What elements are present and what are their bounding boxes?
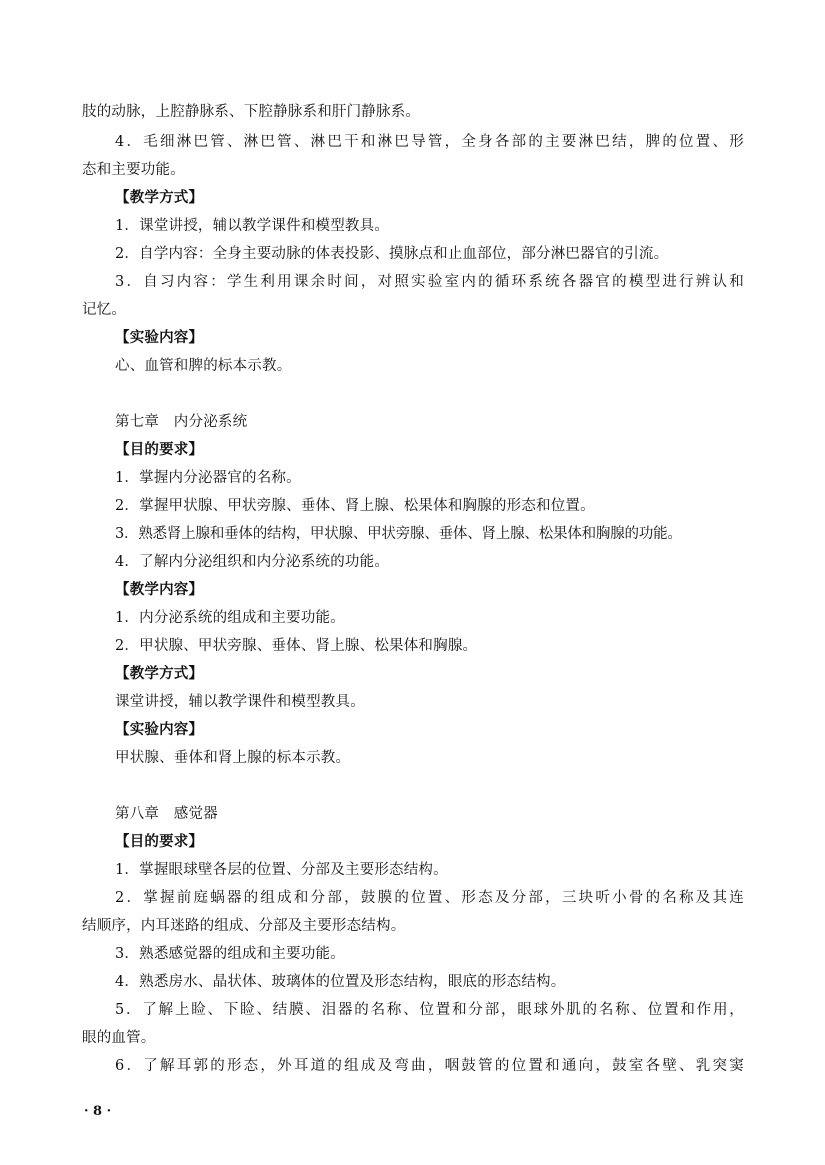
text-line: 1．掌握内分泌器官的名称。 [115,470,301,486]
text-line: 甲状腺、垂体和肾上腺的标本示教。 [115,750,351,766]
text-line: 2．甲状腺、甲状旁腺、垂体、肾上腺、松果体和胸腺。 [115,638,478,654]
text-line: 4．熟悉房水、晶状体、玻璃体的位置及形态结构，眼底的形态结构。 [115,974,566,990]
text-line: 心、血管和脾的标本示教。 [115,358,292,374]
section-heading: 【教学方式】 [115,666,204,682]
text-line: 2．掌握前庭蜗器的组成和分部，鼓膜的位置、形态及分部，三块听小骨的名称及其连 [115,890,744,906]
text-line: 3．熟悉感觉器的组成和主要功能。 [115,946,345,962]
text-line: 记忆。 [82,302,127,318]
text-line: 结顺序，内耳迷路的组成、分部及主要形态结构。 [82,918,406,934]
text-line: 2．掌握甲状腺、甲状旁腺、垂体、肾上腺、松果体和胸腺的形态和位置。 [115,498,595,514]
text-line: 1．课堂讲授，辅以教学课件和模型教具。 [115,218,390,234]
text-line: 5．了解上睑、下睑、结膜、泪器的名称、位置和分部，眼球外肌的名称、位置和作用， [115,1002,744,1018]
chapter-title: 第八章 感觉器 [115,806,218,822]
page-number: · 8 · [84,1104,112,1119]
text-line: 肢的动脉，上腔静脉系、下腔静脉系和肝门静脉系。 [82,104,421,120]
text-line: 6．了解耳郭的形态，外耳道的组成及弯曲，咽鼓管的位置和通向，鼓室各壁、乳突窦 [115,1058,744,1074]
section-heading: 【教学内容】 [115,582,204,598]
section-heading: 【目的要求】 [115,442,204,458]
text-line: 3．熟悉肾上腺和垂体的结构，甲状腺、甲状旁腺、垂体、肾上腺、松果体和胸腺的功能。 [115,526,682,542]
text-line: 课堂讲授，辅以教学课件和模型教具。 [115,694,365,710]
text-line: 态和主要功能。 [82,162,185,178]
section-heading: 【教学方式】 [115,190,204,206]
text-line: 1．内分泌系统的组成和主要功能。 [115,610,345,626]
text-line: 4．了解内分泌组织和内分泌系统的功能。 [115,554,390,570]
text-line: 2．自学内容：全身主要动脉的体表投影、摸脉点和止血部位，部分淋巴器官的引流。 [115,246,669,262]
section-heading: 【实验内容】 [115,330,204,346]
section-heading: 【实验内容】 [115,722,204,738]
text-line: 眼的血管。 [82,1030,156,1046]
text-line: 4．毛细淋巴管、淋巴管、淋巴干和淋巴导管，全身各部的主要淋巴结，脾的位置、形 [115,134,744,150]
text-line: 3．自习内容：学生利用课余时间，对照实验室内的循环系统各器官的模型进行辨认和 [115,274,744,290]
text-line: 1．掌握眼球壁各层的位置、分部及主要形态结构。 [115,862,448,878]
section-heading: 【目的要求】 [115,834,204,850]
chapter-title: 第七章 内分泌系统 [115,414,248,430]
